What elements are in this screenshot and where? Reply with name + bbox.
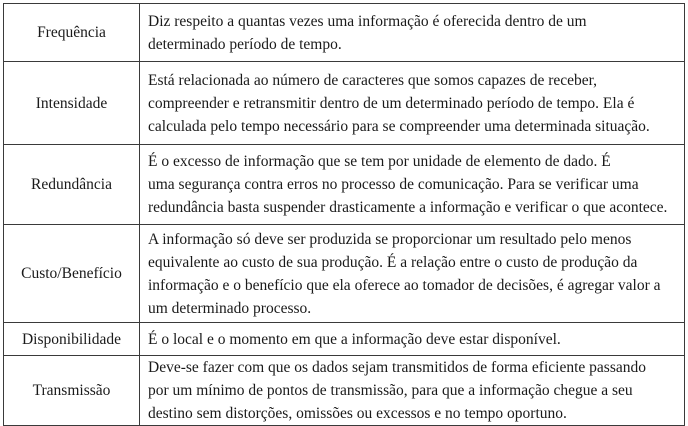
table-row (4, 356, 685, 426)
table-row (4, 145, 685, 225)
table-row (4, 225, 685, 323)
description-line: Deve-se fazer com que os dados sejam transmitidos de forma eficiente passando (148, 359, 646, 376)
description-cell (140, 225, 685, 323)
term-cell: Custo/Benefício (4, 225, 140, 323)
table-row (4, 62, 685, 145)
description-cell (140, 323, 685, 356)
description-line: informação e o benefício que ela oferece ao tomador de decisões, é agregar valor a (148, 276, 661, 294)
definitions-table (3, 3, 685, 426)
description-line: redundância basta suspender drasticamente a informação e verificar o que acontece. (148, 199, 668, 216)
description-line: É o excesso de informação que se tem por unidade de elemento de dado. É (148, 153, 611, 170)
description-line: Diz respeito a quantas vezes uma informação é oferecida dentro de um (148, 12, 587, 30)
description-cell (140, 145, 685, 225)
description-line: Está relacionada ao número de caracteres que somos capazes de receber, (148, 71, 598, 89)
description-line: É o local e o momento em que a informação deve estar disponível. (148, 330, 561, 348)
description-line: compreender e retransmitir dentro de um determinado período de tempo. Ela é (148, 94, 635, 112)
description-line: destino sem distorções, omissões ou excessos e no tempo oportuno. (148, 405, 567, 422)
description-line: A informação só deve ser produzida se proporcionar um resultado pelo menos (148, 230, 632, 248)
table-row (4, 4, 685, 62)
description-line: equivalente ao custo de sua produção. É a relação entre o custo de produção da (148, 253, 638, 271)
description-cell (140, 62, 685, 145)
term-cell: Disponibilidade (4, 323, 140, 356)
description-line: determinado período de tempo. (148, 35, 342, 53)
description-line: calculada pelo tempo necessário para se compreender uma determinada situação. (148, 117, 650, 135)
description-cell (140, 356, 685, 426)
description-line: um determinado processo. (148, 299, 312, 317)
term-cell: Intensidade (4, 62, 140, 145)
description-cell (140, 4, 685, 62)
description-line: por um mínimo de pontos de transmissão, para que a informação chegue a seu (148, 382, 633, 399)
term-cell: Transmissão (4, 356, 140, 426)
description-line: uma segurança contra erros no processo de comunicação. Para se verificar uma (148, 176, 639, 193)
table-row (4, 323, 685, 356)
term-cell: Redundância (4, 145, 140, 225)
term-cell: Frequência (4, 4, 140, 62)
